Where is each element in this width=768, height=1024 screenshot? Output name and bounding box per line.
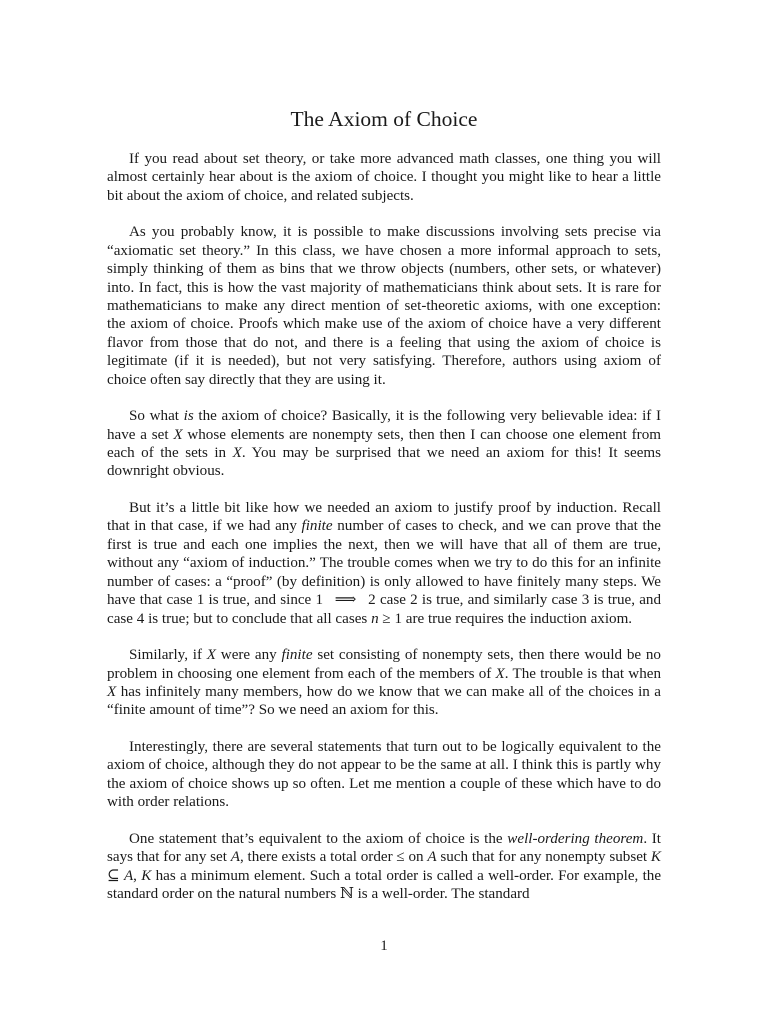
italic-text: n [371,610,379,627]
text-run: such that for any nonempty subset [436,849,651,866]
text-run: If you read about set theory, or take more advanced math classes, one thing you will almost certainly hear about is the axiom of choice. I thought you might like to hear a little bit about the axiom of choice, and related subjects. [107,151,661,204]
paragraph [107,830,661,904]
italic-text: X [173,426,183,443]
text-run: . You may be surprised that we need an axiom for this! It seems downright obvious. [107,445,662,480]
text-run: As you probably know, it is possible to make discussions involving sets precise via “axiomatic set theory.” In this class, we have chosen a more informal approach to sets, simply thinking of them as bins that we throw objects (numbers, other sets, or whatever) into. In fact, this is how the vast majority of mathematicians think about sets. It is rare for mathematicians to make any direct mention of set-theoretic axioms, with one exception: the axiom of choice. Proofs which make use of the axiom of choice have a very different flavor from those that do not, and there is a feeling that using the axiom of choice is legitimate (if it is needed), but not very satisfying. Therefore, authors using axiom of choice often say directly that they are using it. [107,224,661,388]
italic-text: finite [301,518,333,535]
paragraph [107,646,661,720]
text-run: . The trouble is that when [504,665,662,682]
text-run: whose elements are nonempty sets, then then I can choose one element from each of the sets in [107,426,661,462]
italic-text: X [232,445,242,462]
paragraph [107,150,661,205]
text-run: number of cases to check, and we can prove that the first is true and each one implies the next, then we will have that all of them are true, without any “axiom of induction.” The trouble comes when we try to do this for an infinite number of cases: a “proof” (by definition) is only allowed to have finitely many steps. We have that case 1 is true, and since 1 ⟹ 2 case 2 is true, and similarly case 3 is true, and case 4 is true; but to conclude that all cases [107,518,661,627]
italic-text: is [183,408,194,425]
italic-text: K [650,849,661,866]
text-run: were any [216,647,282,664]
text-run: One statement that’s equivalent to the axiom of choice is the [129,830,508,847]
text-run: ⊆ [107,867,124,884]
document-title: The Axiom of Choice [290,107,478,131]
text-run: has a minimum element. Such a total order is called a well-order. For example, the standard order on the natural numbers ℕ is a well-order. The standard [107,867,662,902]
page-number: 1 [380,938,388,954]
italic-text: A [427,849,437,866]
italic-text: well-ordering theorem [507,830,644,847]
text-run: the axiom of choice? Basically, it is the following very believable idea: if I have a set [107,408,661,443]
text-run: So what [129,408,184,425]
paragraph [107,407,661,481]
text-run: ≥ 1 are true requires the induction axiom. [378,610,633,627]
paragraph [107,499,661,628]
text-run: . It says that for any set [107,830,661,866]
italic-text: finite [281,647,313,664]
text-run: has infinitely many members, how do we know that we can make all of the choices in a “finite amount of time”? So we need an axiom for this. [107,683,661,719]
text-run: Interestingly, there are several statements that turn out to be logically equivalent to the axiom of choice, although they do not appear to be the same at all. I think this is partly why the axiom of choice shows up so often. Let me mention a couple of these which have to do with order relations. [107,738,661,811]
text-run: But it’s a little bit like how we needed an axiom to justify proof by induction. Recall that in that case, if we had any [107,500,661,535]
italic-text: X [206,647,217,664]
italic-text: K [141,867,152,884]
text-run: , there exists a total order ≤ on [239,849,428,866]
italic-text: X [107,683,117,700]
paragraph [107,738,661,812]
text-run: Similarly, if [129,647,207,664]
document-page [107,106,661,922]
text-run: , [133,867,142,884]
italic-text: A [123,867,134,884]
italic-text: A [230,849,240,866]
text-run: set consisting of nonempty sets, then there would be no problem in choosing one element from each of the members of [107,647,661,682]
paragraph [107,223,661,389]
document-body [107,150,661,903]
italic-text: X [495,665,505,682]
